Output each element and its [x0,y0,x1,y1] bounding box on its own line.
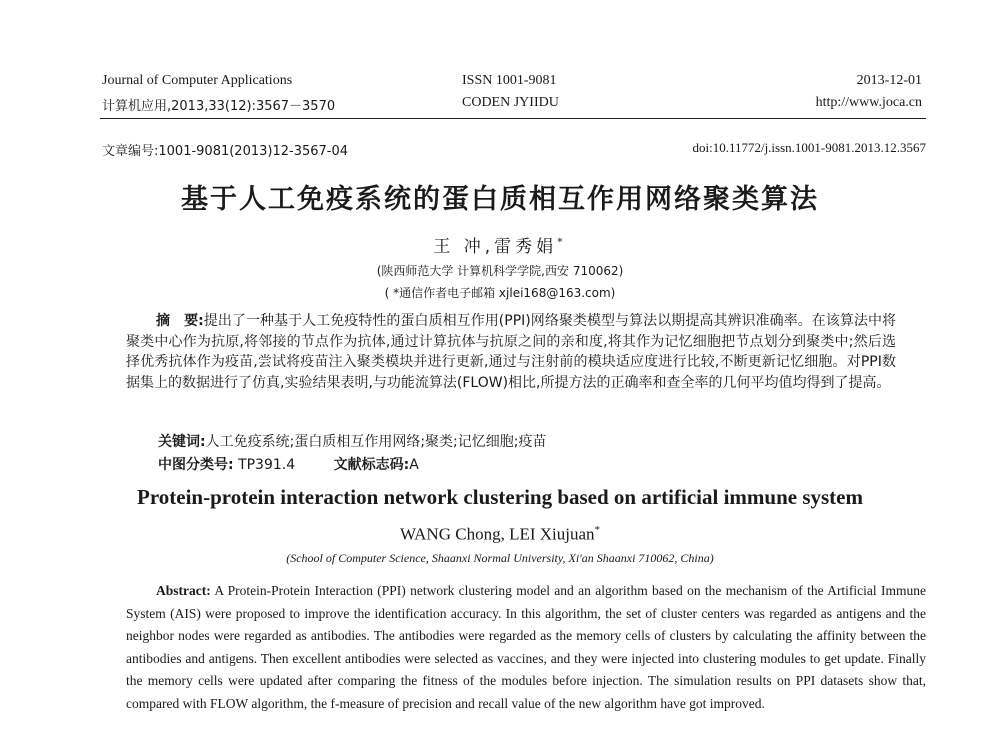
corresponding-author-mark-en: * [594,524,601,536]
coden: CODEN JYIIDU [462,95,559,110]
keywords-cn [158,431,546,451]
journal-name-cn: 计算机应用,2013,33(12):3567－3570 [102,99,336,114]
journal-name-en: Journal of Computer Applications [102,73,293,88]
keywords-cn-label: 关键词: [158,434,206,450]
authors-cn-names: 王 冲,雷秀娟 [433,237,558,257]
clc-label: 中图分类号: [158,457,234,473]
affiliation-en: (School of Computer Science, Shaanxi Normal University, Xi'an Shaanxi 710062, China) [286,551,714,565]
doc-code-value: A [409,457,419,473]
doi[interactable]: doi:10.11772/j.issn.1001-9081.2013.12.3567 [692,140,926,155]
journal-url[interactable]: http://www.joca.cn [815,95,922,110]
doc-code-label: 文献标志码: [333,457,410,473]
abstract-en-text: A Protein-Protein Interaction (PPI) network clustering model and an algorithm based on the mechanism of the Artificial Immune System (AIS) were proposed to improve the identification accuracy. In this algorithm, the set of cluster centers was regarded as antigens and the neighbor nodes were regarded as antibodies. The antibodies were regarded as the memory cells of clusters by calculating the affinity between the antibodies and antigens. Then excellent antibodies were selected as vaccines, and they were injected into clustering modules to get update. Finally the memory cells were updated after comparing the fitness of the modules before injection. The simulation results on PPI datasets show that, compared with FLOW algorithm, the f-measure of precision and recall value of the new algorithm have got improved. [126,583,926,711]
issn: ISSN 1001-9081 [462,73,557,88]
article-number: 文章编号:1001-9081(2013)12-3567-04 [102,144,349,159]
publish-date: 2013-12-01 [856,73,922,88]
abstract-cn [126,311,896,393]
abstract-cn-label: 摘 要: [156,313,204,329]
abstract-cn-text: 提出了一种基于人工免疫特性的蛋白质相互作用(PPI)网络聚类模型与算法以期提高其辨识准确率。在该算法中将聚类中心作为抗原,将邻接的节点作为抗体,通过计算抗体与抗原之间的亲和度,将其作为记忆细胞把节点划分到聚类中;然后选择优秀抗体作为疫苗,尝试将疫苗注入聚类模块并进行更新,通过与注射前的模块适应度进行比较,不断更新记忆细胞。对PPI数据集上的数据进行了仿真,实验结果表明,与功能流算法(FLOW)相比,所提方法的正确率和查全率的几何平均值均得到了提高。 [126,313,896,391]
abstract-en [126,580,926,715]
clc-value: TP391.4 [238,457,296,473]
classification-line [158,454,419,474]
affiliation-cn: (陕西师范大学 计算机科学学院,西安 710062) [376,264,624,278]
header-rule [100,118,926,119]
page-title-cn: 基于人工免疫系统的蛋白质相互作用网络聚类算法 [181,184,819,215]
page-title-en: Protein-protein interaction network clustering based on artificial immune system [137,485,863,509]
contact-email-cn: ( *通信作者电子邮箱 xjlei168@163.com) [384,286,616,300]
authors-en-names: WANG Chong, LEI Xiujuan [399,524,595,544]
authors-en [0,524,1000,545]
abstract-en-label: Abstract: [156,583,211,598]
authors-cn [0,232,1000,257]
corresponding-author-mark: * [557,235,567,249]
keywords-cn-text: 人工免疫系统;蛋白质相互作用网络;聚类;记忆细胞;疫苗 [205,434,547,450]
